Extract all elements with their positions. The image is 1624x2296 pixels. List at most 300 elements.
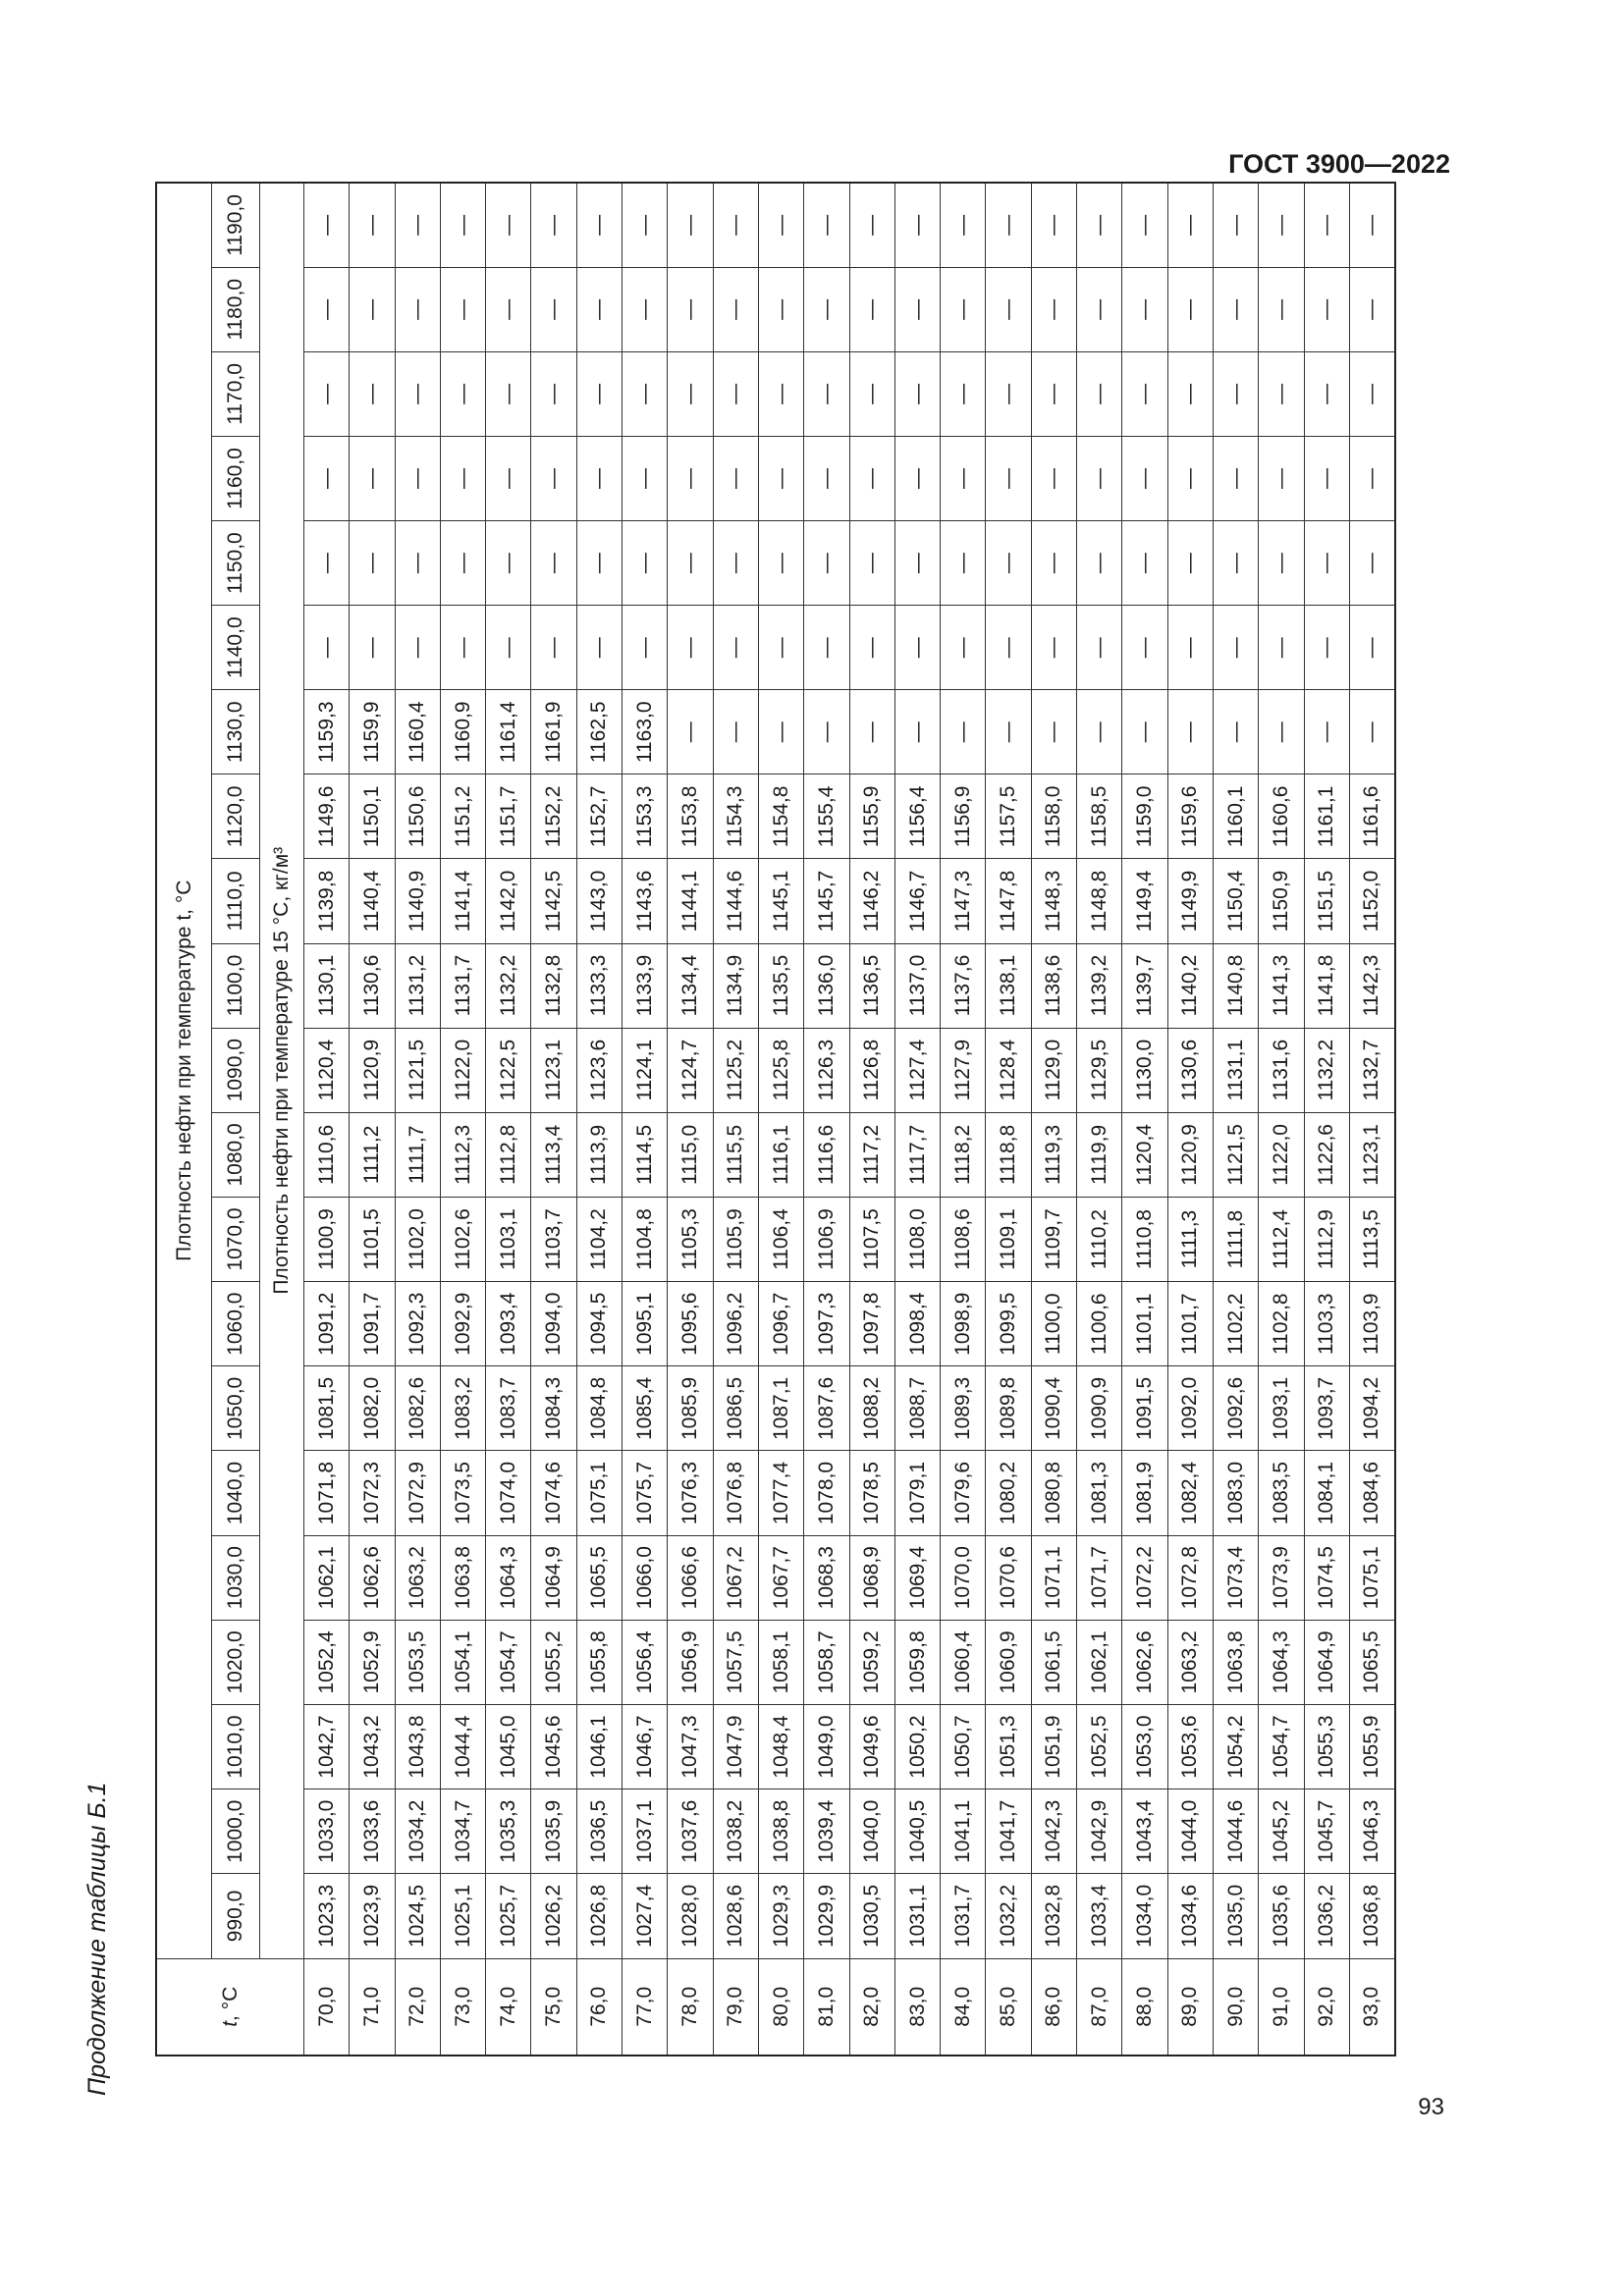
density-cell: 1068,3 — [804, 1535, 849, 1620]
density-cell: 1147,8 — [986, 859, 1031, 943]
temperature-cell: 88,0 — [1122, 1958, 1167, 2056]
density-cell: 1072,8 — [1167, 1535, 1213, 1620]
density-cell: 1163,0 — [623, 690, 668, 774]
density-cell: — — [1349, 521, 1395, 606]
density-cell: 1116,1 — [758, 1112, 803, 1197]
density-cell: 1070,6 — [986, 1535, 1031, 1620]
density-cell: 1103,7 — [531, 1197, 576, 1281]
density-cell: 1120,4 — [1122, 1112, 1167, 1197]
table-row — [758, 183, 803, 2056]
density-cell: 1135,5 — [758, 943, 803, 1028]
density-cell: — — [986, 436, 1031, 520]
density-cell: 1138,1 — [986, 943, 1031, 1028]
density-cell: — — [894, 521, 940, 606]
density-cell: — — [395, 267, 440, 351]
density-cell: — — [849, 183, 894, 267]
density-cell: 1138,6 — [1031, 943, 1076, 1028]
column-header: 1180,0 — [212, 267, 260, 351]
density-cell: 1162,5 — [576, 690, 622, 774]
density-cell: — — [1122, 606, 1167, 690]
density-cell: 1045,2 — [1259, 1789, 1304, 1874]
density-cell: 1052,9 — [350, 1620, 395, 1704]
density-cell: 1090,4 — [1031, 1366, 1076, 1451]
density-cell: 1158,5 — [1077, 774, 1122, 859]
density-cell: — — [1031, 267, 1076, 351]
density-cell: 1043,4 — [1122, 1789, 1167, 1874]
table-row — [1031, 183, 1076, 2056]
density-cell: 1058,7 — [804, 1620, 849, 1704]
density-cell: 1031,7 — [941, 1874, 986, 1958]
density-cell: 1025,1 — [440, 1874, 485, 1958]
temperature-cell: 91,0 — [1259, 1958, 1304, 2056]
density-cell: 1140,2 — [1167, 943, 1213, 1028]
density-cell: 1102,2 — [1213, 1282, 1258, 1366]
table-row — [804, 183, 849, 2056]
density-cell: — — [350, 606, 395, 690]
density-cell: 1131,6 — [1259, 1028, 1304, 1112]
density-cell: 1156,4 — [894, 774, 940, 859]
column-header: 1030,0 — [212, 1535, 260, 1620]
page-number: 93 — [1418, 2094, 1444, 2120]
column-header: 1060,0 — [212, 1282, 260, 1366]
density-cell: 1142,3 — [1349, 943, 1395, 1028]
density-cell: 1033,0 — [304, 1789, 350, 1874]
density-cell: — — [440, 267, 485, 351]
table-row — [531, 183, 576, 2056]
density-cell: — — [1077, 183, 1122, 267]
density-cell: 1036,5 — [576, 1789, 622, 1874]
density-cell: 1139,8 — [304, 859, 350, 943]
density-cell: 1084,1 — [1304, 1451, 1349, 1535]
density-cell: 1097,3 — [804, 1282, 849, 1366]
density-cell: 1035,0 — [1213, 1874, 1258, 1958]
density-cell: — — [531, 351, 576, 436]
density-cell: 1046,7 — [623, 1705, 668, 1789]
density-cell: — — [758, 351, 803, 436]
density-cell: 1083,7 — [486, 1366, 531, 1451]
density-cell: — — [623, 183, 668, 267]
density-cell: 1150,4 — [1213, 859, 1258, 943]
density-cell: — — [804, 606, 849, 690]
temperature-cell: 83,0 — [894, 1958, 940, 2056]
density-cell: — — [1077, 436, 1122, 520]
density-cell: — — [941, 267, 986, 351]
density-cell: 1084,6 — [1349, 1451, 1395, 1535]
density-cell: 1072,3 — [350, 1451, 395, 1535]
temperature-cell: 76,0 — [576, 1958, 622, 2056]
density-cell: 1083,0 — [1213, 1451, 1258, 1535]
density-cell: 1089,3 — [941, 1366, 986, 1451]
density-cell: 1065,5 — [1349, 1620, 1395, 1704]
density-cell: — — [1167, 436, 1213, 520]
density-cell: — — [713, 436, 758, 520]
density-cell: — — [1259, 183, 1304, 267]
density-cell: 1161,6 — [1349, 774, 1395, 859]
density-cell: 1110,6 — [304, 1112, 350, 1197]
density-cell: 1141,4 — [440, 859, 485, 943]
density-cell: — — [1031, 351, 1076, 436]
density-cell: 1145,1 — [758, 859, 803, 943]
density-cell: 1070,0 — [941, 1535, 986, 1620]
density-cell: 1100,0 — [1031, 1282, 1076, 1366]
density-cell: 1112,3 — [440, 1112, 485, 1197]
density-cell: 1034,6 — [1167, 1874, 1213, 1958]
density-cell: 1149,4 — [1122, 859, 1167, 943]
density-cell: — — [1349, 690, 1395, 774]
density-cell: 1101,5 — [350, 1197, 395, 1281]
density-cell: 1083,2 — [440, 1366, 485, 1451]
density-cell: 1137,0 — [894, 943, 940, 1028]
density-cell: 1111,3 — [1167, 1197, 1213, 1281]
density-cell: — — [1167, 351, 1213, 436]
density-cell: 1082,4 — [1167, 1451, 1213, 1535]
density-cell: 1124,7 — [668, 1028, 713, 1112]
density-cell: 1072,2 — [1122, 1535, 1167, 1620]
density-cell: 1140,9 — [395, 859, 440, 943]
table-row — [668, 183, 713, 2056]
temperature-cell: 75,0 — [531, 1958, 576, 2056]
density-cell: 1052,5 — [1077, 1705, 1122, 1789]
density-cell: — — [713, 183, 758, 267]
density-cell: 1111,7 — [395, 1112, 440, 1197]
temperature-cell: 71,0 — [350, 1958, 395, 2056]
density-cell: 1073,5 — [440, 1451, 485, 1535]
density-cell: 1149,6 — [304, 774, 350, 859]
density-cell: — — [1031, 606, 1076, 690]
density-cell: — — [668, 351, 713, 436]
density-cell: 1077,4 — [758, 1451, 803, 1535]
group-header: Плотность нефти при температуре t, °С — [156, 183, 212, 1958]
density-cell: 1096,2 — [713, 1282, 758, 1366]
density-cell: 1040,5 — [894, 1789, 940, 1874]
density-cell: 1159,0 — [1122, 774, 1167, 859]
density-cell: — — [1213, 690, 1258, 774]
density-cell: 1112,9 — [1304, 1197, 1349, 1281]
column-header: 1000,0 — [212, 1789, 260, 1874]
density-cell: 1115,5 — [713, 1112, 758, 1197]
density-cell: — — [713, 606, 758, 690]
density-cell: 1071,1 — [1031, 1535, 1076, 1620]
density-cell: 1091,5 — [1122, 1366, 1167, 1451]
density-cell: — — [1031, 690, 1076, 774]
temperature-cell: 92,0 — [1304, 1958, 1349, 2056]
density-cell: 1060,4 — [941, 1620, 986, 1704]
density-cell: 1085,9 — [668, 1366, 713, 1451]
density-cell: — — [941, 183, 986, 267]
density-cell: 1069,4 — [894, 1535, 940, 1620]
table-row — [1259, 183, 1304, 2056]
density-cell: 1093,7 — [1304, 1366, 1349, 1451]
density-cell: — — [1167, 183, 1213, 267]
density-cell: 1037,1 — [623, 1789, 668, 1874]
density-cell: 1091,7 — [350, 1282, 395, 1366]
density-cell: — — [1304, 436, 1349, 520]
density-cell: 1051,9 — [1031, 1705, 1076, 1789]
density-cell: 1062,6 — [1122, 1620, 1167, 1704]
column-header: 1050,0 — [212, 1366, 260, 1451]
density-cell: 1024,5 — [395, 1874, 440, 1958]
density-cell: 1084,8 — [576, 1366, 622, 1451]
density-cell: 1134,4 — [668, 943, 713, 1028]
density-cell: — — [531, 267, 576, 351]
density-cell: — — [1304, 521, 1349, 606]
density-cell: — — [350, 267, 395, 351]
density-cell: 1094,0 — [531, 1282, 576, 1366]
density-cell: — — [1077, 351, 1122, 436]
density-cell: 1112,4 — [1259, 1197, 1304, 1281]
density-cell: 1110,2 — [1077, 1197, 1122, 1281]
density-cell: 1029,3 — [758, 1874, 803, 1958]
density-cell: 1151,7 — [486, 774, 531, 859]
density-cell: 1076,3 — [668, 1451, 713, 1535]
density-cell: — — [804, 267, 849, 351]
temperature-cell: 87,0 — [1077, 1958, 1122, 2056]
density-cell: 1133,3 — [576, 943, 622, 1028]
density-cell: 1107,5 — [849, 1197, 894, 1281]
density-cell: 1152,7 — [576, 774, 622, 859]
density-cell: 1073,4 — [1213, 1535, 1258, 1620]
density-cell: 1144,1 — [668, 859, 713, 943]
column-header: 1130,0 — [212, 690, 260, 774]
density-cell: 1046,3 — [1349, 1789, 1395, 1874]
density-cell: 1037,6 — [668, 1789, 713, 1874]
density-cell: — — [849, 267, 894, 351]
density-cell: 1057,5 — [713, 1620, 758, 1704]
density-cell: — — [1259, 521, 1304, 606]
density-cell: — — [758, 436, 803, 520]
density-cell: — — [804, 183, 849, 267]
density-cell: 1028,6 — [713, 1874, 758, 1958]
density-cell: 1160,1 — [1213, 774, 1258, 859]
density-cell: 1038,2 — [713, 1789, 758, 1874]
density-cell: — — [1167, 267, 1213, 351]
table-row — [623, 183, 668, 2056]
density-cell: — — [1167, 690, 1213, 774]
density-cell: — — [1213, 606, 1258, 690]
density-cell: 1045,7 — [1304, 1789, 1349, 1874]
density-cell: 1118,2 — [941, 1112, 986, 1197]
density-cell: 1103,9 — [1349, 1282, 1395, 1366]
density-cell: 1023,9 — [350, 1874, 395, 1958]
density-cell: — — [713, 521, 758, 606]
density-cell: — — [623, 267, 668, 351]
density-cell: — — [986, 606, 1031, 690]
density-cell: — — [486, 606, 531, 690]
density-cell: — — [941, 351, 986, 436]
density-cell: — — [440, 351, 485, 436]
density-cell: 1113,5 — [1349, 1197, 1395, 1281]
density-cell: 1121,5 — [1213, 1112, 1258, 1197]
density-cell: — — [1349, 351, 1395, 436]
density-cell: 1148,8 — [1077, 859, 1122, 943]
density-cell: — — [804, 436, 849, 520]
density-cell: 1132,8 — [531, 943, 576, 1028]
density-cell: 1157,5 — [986, 774, 1031, 859]
density-cell: — — [1031, 183, 1076, 267]
temperature-cell: 84,0 — [941, 1958, 986, 2056]
density-cell: — — [894, 606, 940, 690]
temperature-cell: 78,0 — [668, 1958, 713, 2056]
density-cell: 1043,8 — [395, 1705, 440, 1789]
density-cell: 1034,0 — [1122, 1874, 1167, 1958]
density-cell: — — [440, 521, 485, 606]
density-cell: — — [849, 690, 894, 774]
density-cell: — — [1213, 436, 1258, 520]
density-cell: — — [804, 521, 849, 606]
density-cell: — — [758, 690, 803, 774]
column-header: 1120,0 — [212, 774, 260, 859]
column-header: 1070,0 — [212, 1197, 260, 1281]
density-cell: — — [576, 436, 622, 520]
density-cell: 1100,6 — [1077, 1282, 1122, 1366]
sub-header: Плотность нефти при температуре 15 °С, кг/м³ — [260, 183, 304, 1958]
density-cell: — — [304, 521, 350, 606]
density-cell: — — [350, 351, 395, 436]
density-cell: 1074,5 — [1304, 1535, 1349, 1620]
temperature-cell: 80,0 — [758, 1958, 803, 2056]
density-cell: — — [576, 183, 622, 267]
density-cell: — — [440, 436, 485, 520]
density-cell: 1045,6 — [531, 1705, 576, 1789]
density-cell: — — [941, 690, 986, 774]
density-cell: — — [395, 606, 440, 690]
density-cell: 1033,6 — [350, 1789, 395, 1874]
density-cell: 1132,7 — [1349, 1028, 1395, 1112]
density-cell: 1137,6 — [941, 943, 986, 1028]
density-cell: 1161,9 — [531, 690, 576, 774]
density-cell: 1142,5 — [531, 859, 576, 943]
density-cell: — — [668, 267, 713, 351]
density-cell: 1050,7 — [941, 1705, 986, 1789]
density-cell: 1150,6 — [395, 774, 440, 859]
table-row — [395, 183, 440, 2056]
density-cell: — — [1122, 351, 1167, 436]
density-cell: 1092,3 — [395, 1282, 440, 1366]
temperature-cell: 72,0 — [395, 1958, 440, 2056]
density-cell: 1059,2 — [849, 1620, 894, 1704]
density-cell: 1102,8 — [1259, 1282, 1304, 1366]
density-cell: — — [758, 267, 803, 351]
column-header: 1020,0 — [212, 1620, 260, 1704]
density-cell: — — [1077, 521, 1122, 606]
density-cell: — — [894, 436, 940, 520]
density-cell: 1058,1 — [758, 1620, 803, 1704]
density-cell: 1098,4 — [894, 1282, 940, 1366]
density-cell: 1124,1 — [623, 1028, 668, 1112]
density-cell: 1100,9 — [304, 1197, 350, 1281]
density-cell: — — [849, 606, 894, 690]
density-cell: 1075,1 — [576, 1451, 622, 1535]
density-cell: — — [849, 521, 894, 606]
density-cell: 1061,5 — [1031, 1620, 1076, 1704]
density-cell: — — [486, 267, 531, 351]
temperature-cell: 77,0 — [623, 1958, 668, 2056]
temperature-unit: , °С — [218, 1986, 242, 2021]
temperature-cell: 85,0 — [986, 1958, 1031, 2056]
density-cell: 1042,3 — [1031, 1789, 1076, 1874]
density-cell: 1160,6 — [1259, 774, 1304, 859]
density-cell: 1086,5 — [713, 1366, 758, 1451]
density-cell: 1062,1 — [1077, 1620, 1122, 1704]
density-cell: 1051,3 — [986, 1705, 1031, 1789]
density-cell: 1114,5 — [623, 1112, 668, 1197]
density-cell: 1158,0 — [1031, 774, 1076, 859]
density-cell: 1119,3 — [1031, 1112, 1076, 1197]
density-cell: 1054,2 — [1213, 1705, 1258, 1789]
density-cell: 1023,3 — [304, 1874, 350, 1958]
density-cell: 1121,5 — [395, 1028, 440, 1112]
density-cell: — — [1213, 521, 1258, 606]
density-cell: — — [395, 521, 440, 606]
density-cell: 1109,7 — [1031, 1197, 1076, 1281]
density-cell: 1152,0 — [1349, 859, 1395, 943]
density-cell: 1120,9 — [1167, 1112, 1213, 1197]
density-cell: 1117,7 — [894, 1112, 940, 1197]
density-cell: 1060,9 — [986, 1620, 1031, 1704]
density-cell: 1105,9 — [713, 1197, 758, 1281]
density-cell: 1128,4 — [986, 1028, 1031, 1112]
density-cell: — — [1213, 183, 1258, 267]
density-cell: 1049,0 — [804, 1705, 849, 1789]
density-cell: 1146,2 — [849, 859, 894, 943]
density-cell: 1074,0 — [486, 1451, 531, 1535]
density-cell: 1063,2 — [395, 1535, 440, 1620]
density-cell: — — [894, 351, 940, 436]
column-header: 1100,0 — [212, 943, 260, 1028]
density-cell: 1030,5 — [849, 1874, 894, 1958]
density-cell: 1097,8 — [849, 1282, 894, 1366]
density-cell: 1111,8 — [1213, 1197, 1258, 1281]
density-cell: — — [304, 436, 350, 520]
density-cell: — — [1077, 606, 1122, 690]
column-header: 1170,0 — [212, 351, 260, 436]
density-cell: 1062,1 — [304, 1535, 350, 1620]
temperature-cell: 74,0 — [486, 1958, 531, 2056]
density-cell: 1130,6 — [1167, 1028, 1213, 1112]
temperature-column-header — [156, 1958, 304, 2056]
density-cell: 1092,6 — [1213, 1366, 1258, 1451]
density-cell: — — [1077, 690, 1122, 774]
density-cell: — — [1304, 606, 1349, 690]
density-cell: 1064,9 — [531, 1535, 576, 1620]
density-cell: 1026,2 — [531, 1874, 576, 1958]
density-cell: 1044,4 — [440, 1705, 485, 1789]
temperature-cell: 89,0 — [1167, 1958, 1213, 2056]
density-cell: 1035,3 — [486, 1789, 531, 1874]
density-cell: 1154,8 — [758, 774, 803, 859]
density-cell: 1047,9 — [713, 1705, 758, 1789]
density-cell: 1150,1 — [350, 774, 395, 859]
density-cell: — — [849, 436, 894, 520]
density-cell: — — [1213, 267, 1258, 351]
temperature-cell: 93,0 — [1349, 1958, 1395, 2056]
density-cell: 1078,5 — [849, 1451, 894, 1535]
density-cell: 1059,8 — [894, 1620, 940, 1704]
density-cell: 1029,9 — [804, 1874, 849, 1958]
density-cell: 1133,9 — [623, 943, 668, 1028]
density-cell: 1092,9 — [440, 1282, 485, 1366]
density-cell: 1129,0 — [1031, 1028, 1076, 1112]
density-cell: 1159,3 — [304, 690, 350, 774]
density-cell: 1134,9 — [713, 943, 758, 1028]
density-cell: — — [304, 351, 350, 436]
density-cell: 1155,9 — [849, 774, 894, 859]
density-cell: — — [395, 351, 440, 436]
density-cell: 1088,2 — [849, 1366, 894, 1451]
density-cell: 1052,4 — [304, 1620, 350, 1704]
density-cell: 1122,6 — [1304, 1112, 1349, 1197]
temperature-cell: 73,0 — [440, 1958, 485, 2056]
